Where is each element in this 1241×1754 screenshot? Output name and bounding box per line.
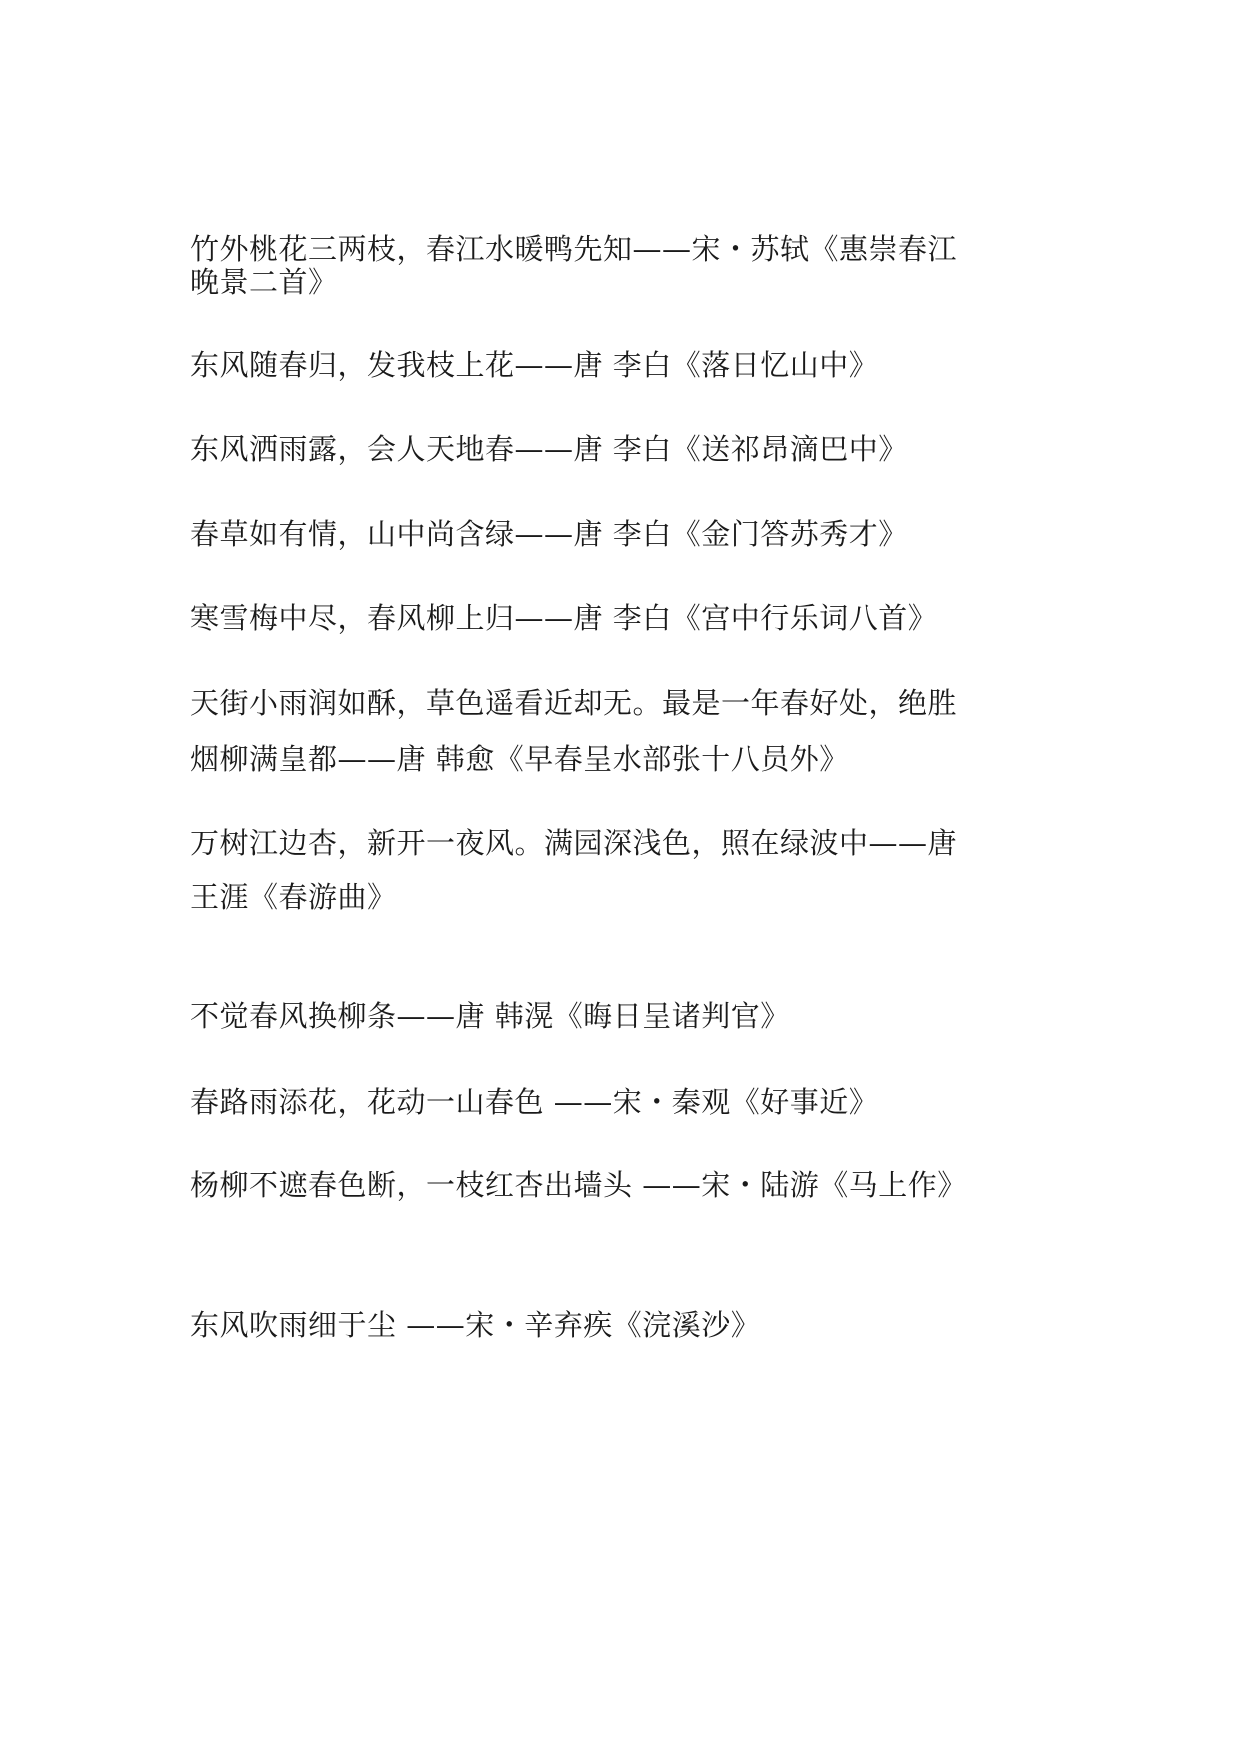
poem-line-9: 春路雨添花，花动一山春色 ——宋・秦观《好事近》 — [190, 1085, 879, 1119]
poem-line-7a: 万树江边杏，新开一夜风。满园深浅色，照在绿波中——唐 — [190, 826, 958, 860]
poem-line-11: 东风吹雨细于尘 ——宋・辛弃疾《浣溪沙》 — [190, 1308, 761, 1342]
poem-line-6a: 天街小雨润如酥，草色遥看近却无。最是一年春好处，绝胜 — [190, 686, 958, 720]
poem-line-6b: 烟柳满皇都——唐 韩愈《早春呈水部张十八员外》 — [190, 742, 849, 776]
poem-line-1a: 竹外桃花三两枝，春江水暖鸭先知——宋・苏轼《惠崇春江 — [190, 232, 958, 266]
poem-line-8: 不觉春风换柳条——唐 韩滉《晦日呈诸判官》 — [190, 999, 790, 1033]
poem-line-3: 东风洒雨露，会人天地春——唐 李白《送祁昂滴巴中》 — [190, 432, 908, 466]
poem-line-4: 春草如有情，山中尚含绿——唐 李白《金门答苏秀才》 — [190, 517, 908, 551]
poem-line-2: 东风随春归，发我枝上花——唐 李白《落日忆山中》 — [190, 348, 879, 382]
poem-line-10: 杨柳不遮春色断，一枝红杏出墙头 ——宋・陆游《马上作》 — [190, 1168, 967, 1202]
poem-line-5: 寒雪梅中尽，春风柳上归——唐 李白《宫中行乐词八首》 — [190, 601, 938, 635]
poem-line-1b: 晚景二首》 — [190, 265, 338, 299]
poem-line-7b: 王涯《春游曲》 — [190, 880, 397, 914]
